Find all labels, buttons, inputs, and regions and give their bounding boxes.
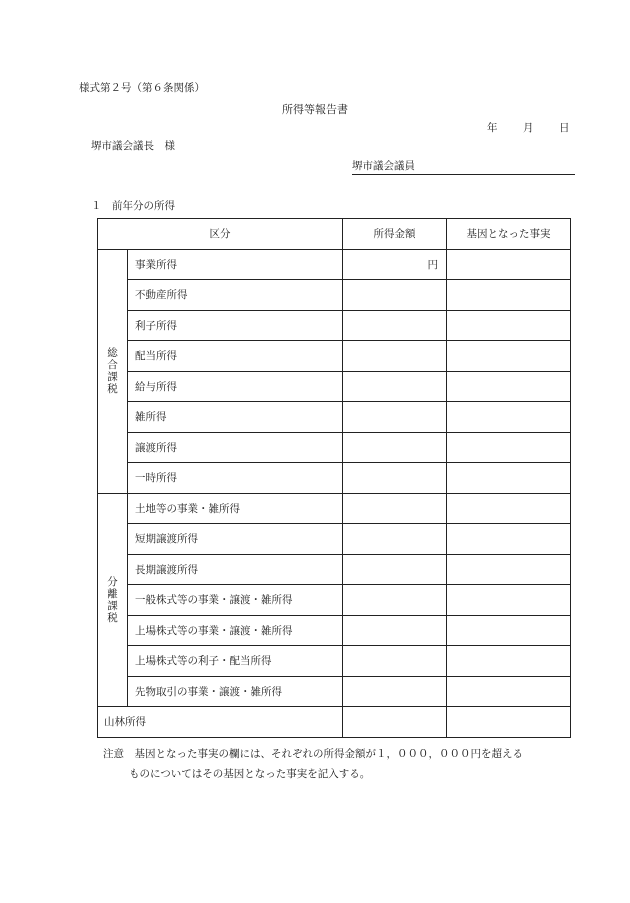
row-label: 先物取引の事業・譲渡・雑所得	[128, 676, 343, 707]
amount-cell[interactable]	[343, 676, 447, 707]
row-label: 給与所得	[128, 371, 343, 402]
amount-cell[interactable]	[343, 554, 447, 585]
reason-cell[interactable]	[447, 493, 571, 524]
reason-cell[interactable]	[447, 676, 571, 707]
amount-cell[interactable]: 円	[343, 249, 447, 280]
row-label: 上場株式等の利子・配当所得	[128, 646, 343, 677]
table-header-row	[98, 219, 571, 250]
table-row	[98, 310, 571, 341]
income-table	[97, 218, 571, 738]
row-label: 譲渡所得	[128, 432, 343, 463]
header-category: 区分	[98, 219, 343, 250]
comprehensive-taxation-label: 総 合 課 税	[98, 249, 128, 493]
amount-cell[interactable]	[343, 524, 447, 555]
reason-cell[interactable]	[447, 432, 571, 463]
row-label: 利子所得	[128, 310, 343, 341]
table-row	[98, 371, 571, 402]
note-text	[103, 744, 583, 784]
table-row	[98, 615, 571, 646]
amount-cell[interactable]	[343, 432, 447, 463]
table-row	[98, 402, 571, 433]
header-amount: 所得金額	[343, 219, 447, 250]
row-label: 長期譲渡所得	[128, 554, 343, 585]
table-row	[98, 493, 571, 524]
table-row	[98, 554, 571, 585]
member-signature-line[interactable]	[352, 158, 575, 175]
row-label: 事業所得	[128, 249, 343, 280]
amount-cell[interactable]	[343, 615, 447, 646]
reason-cell[interactable]	[447, 463, 571, 494]
table-row	[98, 249, 571, 280]
row-label: 不動産所得	[128, 280, 343, 311]
reason-cell[interactable]	[447, 371, 571, 402]
amount-cell[interactable]	[343, 493, 447, 524]
reason-cell[interactable]	[447, 524, 571, 555]
row-label: 一般株式等の事業・譲渡・雑所得	[128, 585, 343, 616]
reason-cell[interactable]	[447, 310, 571, 341]
section-heading: １ 前年分の所得	[91, 200, 175, 212]
amount-cell[interactable]	[343, 280, 447, 311]
amount-cell[interactable]	[343, 463, 447, 494]
reason-cell[interactable]	[447, 249, 571, 280]
reason-cell[interactable]	[447, 707, 571, 738]
table-row	[98, 646, 571, 677]
forest-income-label: 山林所得	[98, 707, 343, 738]
amount-cell[interactable]	[343, 341, 447, 372]
date-day-label: 日	[559, 122, 570, 134]
amount-cell[interactable]	[343, 707, 447, 738]
reason-cell[interactable]	[447, 341, 571, 372]
amount-cell[interactable]	[343, 402, 447, 433]
reason-cell[interactable]	[447, 646, 571, 677]
reason-cell[interactable]	[447, 585, 571, 616]
document-title: 所得等報告書	[282, 103, 348, 116]
amount-cell[interactable]	[343, 646, 447, 677]
row-label: 短期譲渡所得	[128, 524, 343, 555]
amount-cell[interactable]	[343, 371, 447, 402]
row-label: 上場株式等の事業・譲渡・雑所得	[128, 615, 343, 646]
date-year-label: 年	[487, 122, 498, 134]
reason-cell[interactable]	[447, 280, 571, 311]
note-line-2: ものについてはその基因となった事実を記入する。	[129, 768, 371, 780]
form-number-label: 様式第２号（第６条関係）	[79, 82, 205, 94]
separate-taxation-label: 分 離 課 税	[98, 493, 128, 707]
amount-cell[interactable]	[343, 585, 447, 616]
table-row	[98, 463, 571, 494]
row-label: 一時所得	[128, 463, 343, 494]
reason-cell[interactable]	[447, 402, 571, 433]
table-row	[98, 707, 571, 738]
addressee: 堺市議会議長 様	[91, 140, 175, 152]
reason-cell[interactable]	[447, 554, 571, 585]
table-row	[98, 676, 571, 707]
row-label: 配当所得	[128, 341, 343, 372]
table-row	[98, 585, 571, 616]
table-row	[98, 341, 571, 372]
date-month-label: 月	[523, 122, 534, 134]
table-row	[98, 432, 571, 463]
table-row	[98, 280, 571, 311]
row-label: 土地等の事業・雑所得	[128, 493, 343, 524]
row-label: 雑所得	[128, 402, 343, 433]
member-label: 堺市議会議員	[352, 160, 415, 172]
amount-cell[interactable]	[343, 310, 447, 341]
table-row	[98, 524, 571, 555]
header-reason: 基因となった事実	[447, 219, 571, 250]
reason-cell[interactable]	[447, 615, 571, 646]
note-line-1: 注意 基因となった事実の欄には、それぞれの所得金額が１，０００，０００円を超える	[103, 748, 523, 760]
